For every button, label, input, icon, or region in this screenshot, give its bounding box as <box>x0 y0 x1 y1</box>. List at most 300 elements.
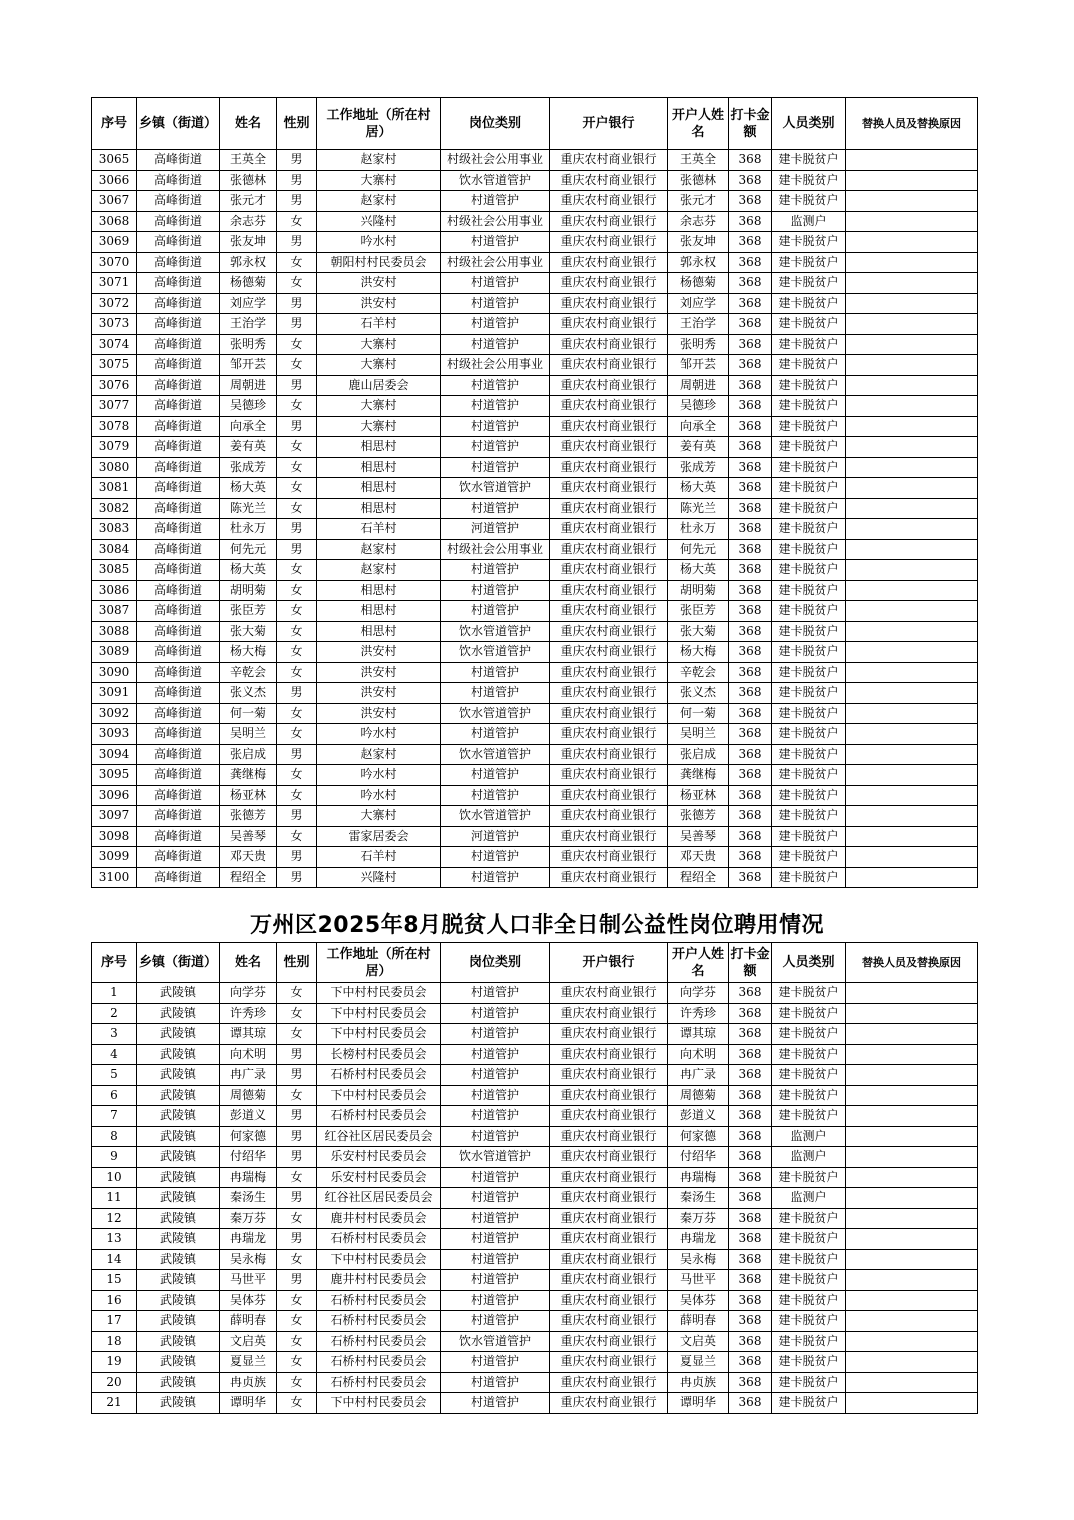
table-cell: 3070 <box>92 252 137 273</box>
table-cell: 高峰街道 <box>137 314 220 335</box>
table-cell: 重庆农村商业银行 <box>550 334 668 355</box>
table-cell: 重庆农村商业银行 <box>550 457 668 478</box>
table-cell: 重庆农村商业银行 <box>550 867 668 888</box>
table-cell: 368 <box>729 273 772 294</box>
table-row <box>92 1188 978 1209</box>
table-cell: 建卡脱贫户 <box>772 478 846 499</box>
table-cell: 洪安村 <box>317 642 441 663</box>
table-cell: 重庆农村商业银行 <box>550 1208 668 1229</box>
table-cell <box>846 396 978 417</box>
table-cell: 陈光兰 <box>220 498 277 519</box>
table-row <box>92 150 978 171</box>
table-cell: 洪安村 <box>317 662 441 683</box>
table-cell: 吴永梅 <box>220 1249 277 1270</box>
table-cell: 368 <box>729 560 772 581</box>
col-header: 性别 <box>277 98 317 150</box>
table-cell: 368 <box>729 334 772 355</box>
table-cell <box>846 867 978 888</box>
table-cell: 368 <box>729 211 772 232</box>
table-cell: 3090 <box>92 662 137 683</box>
table-cell: 村级社会公用事业 <box>441 252 550 273</box>
table-cell: 文启英 <box>220 1331 277 1352</box>
table-cell: 秦汤生 <box>220 1188 277 1209</box>
table-cell: 女 <box>277 765 317 786</box>
section-title: 万州区2025年8月脱贫人口非全日制公益性岗位聘用情况 <box>249 913 825 938</box>
table-cell: 女 <box>277 703 317 724</box>
table-row <box>92 293 978 314</box>
table-cell: 建卡脱贫户 <box>772 1065 846 1086</box>
table-cell: 村道管护 <box>441 1024 550 1045</box>
table-cell: 重庆农村商业银行 <box>550 785 668 806</box>
table-cell: 石羊村 <box>317 519 441 540</box>
table-cell: 饮水管道管护 <box>441 703 550 724</box>
table-cell: 男 <box>277 232 317 253</box>
table-cell: 6 <box>92 1085 137 1106</box>
table-cell: 张启成 <box>668 744 729 765</box>
table-cell: 重庆农村商业银行 <box>550 621 668 642</box>
table-cell: 下中村村民委员会 <box>317 1003 441 1024</box>
table-cell: 武陵镇 <box>137 1393 220 1414</box>
table-cell: 何先元 <box>220 539 277 560</box>
table-cell: 重庆农村商业银行 <box>550 416 668 437</box>
table-cell: 3067 <box>92 191 137 212</box>
table-cell: 3079 <box>92 437 137 458</box>
table-cell: 建卡脱贫户 <box>772 765 846 786</box>
table-cell: 368 <box>729 1024 772 1045</box>
table-cell: 女 <box>277 1249 317 1270</box>
table-cell: 368 <box>729 478 772 499</box>
table-cell: 武陵镇 <box>137 1249 220 1270</box>
table-cell: 冉贞族 <box>220 1372 277 1393</box>
table-cell: 薛明春 <box>220 1311 277 1332</box>
table-cell: 村道管护 <box>441 983 550 1004</box>
table-row <box>92 662 978 683</box>
table-cell: 18 <box>92 1331 137 1352</box>
table-cell: 8 <box>92 1126 137 1147</box>
table-cell: 3069 <box>92 232 137 253</box>
table-cell: 368 <box>729 1372 772 1393</box>
table-cell: 石桥村村民委员会 <box>317 1352 441 1373</box>
table-cell: 村道管护 <box>441 847 550 868</box>
table-cell: 相思村 <box>317 601 441 622</box>
table-cell: 3073 <box>92 314 137 335</box>
table-row <box>92 232 978 253</box>
table-cell: 河道管护 <box>441 519 550 540</box>
table-cell: 3080 <box>92 457 137 478</box>
table-cell: 村道管护 <box>441 1352 550 1373</box>
table-cell: 高峰街道 <box>137 416 220 437</box>
table-cell: 村道管护 <box>441 867 550 888</box>
table-cell: 3076 <box>92 375 137 396</box>
table-cell: 3091 <box>92 683 137 704</box>
table-cell: 建卡脱贫户 <box>772 1229 846 1250</box>
table-cell: 杨大英 <box>668 478 729 499</box>
table-cell: 7 <box>92 1106 137 1127</box>
table-cell <box>846 191 978 212</box>
table-cell: 村道管护 <box>441 724 550 745</box>
table-cell <box>846 1147 978 1168</box>
table-cell: 建卡脱贫户 <box>772 1044 846 1065</box>
table-cell: 男 <box>277 683 317 704</box>
table-row <box>92 1106 978 1127</box>
table-cell <box>846 457 978 478</box>
table-row <box>92 211 978 232</box>
table-cell: 向术明 <box>668 1044 729 1065</box>
table-cell: 重庆农村商业银行 <box>550 314 668 335</box>
table-cell: 张大菊 <box>668 621 729 642</box>
table-cell: 女 <box>277 498 317 519</box>
table-cell: 男 <box>277 293 317 314</box>
table-cell: 男 <box>277 806 317 827</box>
table-cell: 3074 <box>92 334 137 355</box>
table-cell: 男 <box>277 519 317 540</box>
table-cell: 洪安村 <box>317 293 441 314</box>
table-cell: 重庆农村商业银行 <box>550 1085 668 1106</box>
table-cell <box>846 1106 978 1127</box>
table-cell <box>846 1372 978 1393</box>
table-cell: 建卡脱贫户 <box>772 150 846 171</box>
table-cell: 石羊村 <box>317 847 441 868</box>
table-cell: 重庆农村商业银行 <box>550 355 668 376</box>
table-cell: 女 <box>277 211 317 232</box>
table-row <box>92 621 978 642</box>
table-row <box>92 396 978 417</box>
table-cell: 建卡脱贫户 <box>772 580 846 601</box>
table-cell: 368 <box>729 621 772 642</box>
table-cell <box>846 560 978 581</box>
table-cell: 村道管护 <box>441 683 550 704</box>
table-cell: 下中村村民委员会 <box>317 983 441 1004</box>
table-cell: 村道管护 <box>441 1044 550 1065</box>
table-cell: 监测户 <box>772 1126 846 1147</box>
table-cell: 368 <box>729 498 772 519</box>
table-cell: 建卡脱贫户 <box>772 1249 846 1270</box>
table-cell: 邓天贵 <box>668 847 729 868</box>
table-row <box>92 765 978 786</box>
table-cell: 男 <box>277 539 317 560</box>
table-row <box>92 1393 978 1414</box>
table-cell: 王英全 <box>220 150 277 171</box>
col-header: 乡镇（街道） <box>137 943 220 983</box>
table-cell: 建卡脱贫户 <box>772 1003 846 1024</box>
table-row <box>92 1147 978 1168</box>
table-cell: 夏显兰 <box>220 1352 277 1373</box>
table-cell: 村道管护 <box>441 1290 550 1311</box>
table-cell: 男 <box>277 744 317 765</box>
table-cell: 相思村 <box>317 580 441 601</box>
col-header: 开户人姓名 <box>668 98 729 150</box>
col-header: 岗位类别 <box>441 943 550 983</box>
table-cell: 张义杰 <box>220 683 277 704</box>
table-cell: 男 <box>277 1126 317 1147</box>
table-cell: 高峰街道 <box>137 273 220 294</box>
table-cell: 乐安村村民委员会 <box>317 1147 441 1168</box>
table-cell: 赵家村 <box>317 191 441 212</box>
table-cell: 368 <box>729 806 772 827</box>
table-cell: 鹿井村村民委员会 <box>317 1208 441 1229</box>
table-cell: 杨大英 <box>668 560 729 581</box>
table-cell: 张成芳 <box>220 457 277 478</box>
table-cell: 建卡脱贫户 <box>772 601 846 622</box>
table-cell: 高峰街道 <box>137 375 220 396</box>
table-cell: 石桥村村民委员会 <box>317 1331 441 1352</box>
table-row <box>92 457 978 478</box>
table-cell: 石桥村村民委员会 <box>317 1290 441 1311</box>
table-cell: 饮水管道管护 <box>441 1147 550 1168</box>
table-cell <box>846 293 978 314</box>
table-cell <box>846 252 978 273</box>
col-header: 开户银行 <box>550 943 668 983</box>
table-cell: 向学芬 <box>668 983 729 1004</box>
table-cell: 男 <box>277 375 317 396</box>
table-cell: 杜永万 <box>220 519 277 540</box>
table-cell: 下中村村民委员会 <box>317 1085 441 1106</box>
table-cell: 重庆农村商业银行 <box>550 478 668 499</box>
table-cell: 368 <box>729 314 772 335</box>
table-cell: 谭明华 <box>668 1393 729 1414</box>
table-cell: 高峰街道 <box>137 293 220 314</box>
table-cell: 3097 <box>92 806 137 827</box>
table-cell: 3094 <box>92 744 137 765</box>
table-cell: 村级社会公用事业 <box>441 355 550 376</box>
table-cell: 重庆农村商业银行 <box>550 1270 668 1291</box>
table-cell: 368 <box>729 150 772 171</box>
col-header: 序号 <box>92 98 137 150</box>
table-cell: 建卡脱贫户 <box>772 1290 846 1311</box>
table-cell: 石桥村村民委员会 <box>317 1065 441 1086</box>
table-cell: 12 <box>92 1208 137 1229</box>
table-cell: 高峰街道 <box>137 191 220 212</box>
table-cell: 村道管护 <box>441 662 550 683</box>
table-cell: 建卡脱贫户 <box>772 519 846 540</box>
table-row <box>92 601 978 622</box>
table-cell: 村道管护 <box>441 232 550 253</box>
table-cell <box>846 601 978 622</box>
table-cell: 建卡脱贫户 <box>772 293 846 314</box>
table-cell: 龚继梅 <box>220 765 277 786</box>
table-cell: 女 <box>277 983 317 1004</box>
table-cell: 监测户 <box>772 1147 846 1168</box>
table-row <box>92 1331 978 1352</box>
table-cell: 高峰街道 <box>137 457 220 478</box>
table-cell: 368 <box>729 983 772 1004</box>
table-cell: 3078 <box>92 416 137 437</box>
table-cell: 武陵镇 <box>137 1106 220 1127</box>
table-row <box>92 1229 978 1250</box>
table-cell: 368 <box>729 580 772 601</box>
table-bottom <box>91 942 978 1414</box>
table-cell <box>846 847 978 868</box>
table-cell: 重庆农村商业银行 <box>550 1147 668 1168</box>
table-cell: 村道管护 <box>441 1208 550 1229</box>
table-row <box>92 1372 978 1393</box>
table-cell: 重庆农村商业银行 <box>550 211 668 232</box>
table-cell: 大寨村 <box>317 416 441 437</box>
table-cell: 村道管护 <box>441 1249 550 1270</box>
table-cell: 368 <box>729 355 772 376</box>
table-row <box>92 498 978 519</box>
table-row <box>92 519 978 540</box>
table-cell: 368 <box>729 703 772 724</box>
table-cell: 马世平 <box>220 1270 277 1291</box>
table-cell: 3066 <box>92 170 137 191</box>
table-cell: 高峰街道 <box>137 703 220 724</box>
table-cell <box>846 642 978 663</box>
table-cell: 368 <box>729 765 772 786</box>
table-cell <box>846 334 978 355</box>
table-cell: 张成芳 <box>668 457 729 478</box>
table-cell: 刘应学 <box>668 293 729 314</box>
table-cell: 大寨村 <box>317 334 441 355</box>
table-cell: 杜永万 <box>668 519 729 540</box>
table-cell: 368 <box>729 826 772 847</box>
table-cell: 马世平 <box>668 1270 729 1291</box>
table-cell: 秦万芬 <box>668 1208 729 1229</box>
table-row <box>92 785 978 806</box>
table-cell: 王英全 <box>668 150 729 171</box>
table-row <box>92 1290 978 1311</box>
table-row <box>92 437 978 458</box>
table-cell: 下中村村民委员会 <box>317 1024 441 1045</box>
table-cell: 余志芬 <box>220 211 277 232</box>
table-cell: 高峰街道 <box>137 211 220 232</box>
table-cell: 杨大英 <box>220 560 277 581</box>
table-cell: 重庆农村商业银行 <box>550 1311 668 1332</box>
table-cell: 秦万芬 <box>220 1208 277 1229</box>
table-cell: 女 <box>277 724 317 745</box>
table-cell: 许秀珍 <box>220 1003 277 1024</box>
table-cell: 男 <box>277 1270 317 1291</box>
table-cell: 何家德 <box>668 1126 729 1147</box>
table-cell: 饮水管道管护 <box>441 170 550 191</box>
table-cell: 冉贞族 <box>668 1372 729 1393</box>
table-cell: 368 <box>729 170 772 191</box>
table-cell: 16 <box>92 1290 137 1311</box>
table-cell: 河道管护 <box>441 826 550 847</box>
table-cell: 监测户 <box>772 211 846 232</box>
table-cell <box>846 826 978 847</box>
table-cell <box>846 170 978 191</box>
col-header: 工作地址（所在村居） <box>317 98 441 150</box>
table-cell: 武陵镇 <box>137 1311 220 1332</box>
table-row <box>92 867 978 888</box>
table-cell: 男 <box>277 867 317 888</box>
table-cell <box>846 211 978 232</box>
table-cell <box>846 1229 978 1250</box>
table-cell: 女 <box>277 560 317 581</box>
table-cell: 9 <box>92 1147 137 1168</box>
table-cell: 村道管护 <box>441 375 550 396</box>
table-cell: 张明秀 <box>668 334 729 355</box>
table-cell: 胡明菊 <box>668 580 729 601</box>
table-cell: 重庆农村商业银行 <box>550 703 668 724</box>
table-cell: 赵家村 <box>317 150 441 171</box>
table-cell: 重庆农村商业银行 <box>550 1229 668 1250</box>
table-cell: 368 <box>729 1331 772 1352</box>
table-cell: 重庆农村商业银行 <box>550 847 668 868</box>
table-cell: 村道管护 <box>441 1188 550 1209</box>
table-cell: 姜有英 <box>220 437 277 458</box>
table-cell: 高峰街道 <box>137 437 220 458</box>
table-cell: 张臣芳 <box>668 601 729 622</box>
table-row <box>92 334 978 355</box>
table-row <box>92 375 978 396</box>
table-cell: 杨亚林 <box>668 785 729 806</box>
table-cell: 村道管护 <box>441 1065 550 1086</box>
table-cell: 村道管护 <box>441 1085 550 1106</box>
table-cell: 张元才 <box>220 191 277 212</box>
table-cell: 女 <box>277 457 317 478</box>
table-cell: 高峰街道 <box>137 252 220 273</box>
table-cell: 郭永权 <box>220 252 277 273</box>
table-cell: 女 <box>277 1003 317 1024</box>
table-cell <box>846 478 978 499</box>
table-cell: 村道管护 <box>441 416 550 437</box>
table-row <box>92 1003 978 1024</box>
table-cell: 男 <box>277 847 317 868</box>
table-cell: 建卡脱贫户 <box>772 806 846 827</box>
table-cell: 向承全 <box>668 416 729 437</box>
table-cell: 重庆农村商业银行 <box>550 580 668 601</box>
table-cell <box>846 519 978 540</box>
table-cell: 男 <box>277 170 317 191</box>
table-cell: 洪安村 <box>317 683 441 704</box>
table-cell: 建卡脱贫户 <box>772 1352 846 1373</box>
table-cell: 女 <box>277 1372 317 1393</box>
table-cell: 村道管护 <box>441 1229 550 1250</box>
table-cell: 368 <box>729 1147 772 1168</box>
table-cell <box>846 437 978 458</box>
table-cell: 程绍全 <box>668 867 729 888</box>
table-cell: 村道管护 <box>441 437 550 458</box>
table-cell: 368 <box>729 601 772 622</box>
table-cell: 村道管护 <box>441 1270 550 1291</box>
table-cell: 杨德菊 <box>668 273 729 294</box>
table-cell <box>846 1331 978 1352</box>
table-cell: 辛乾会 <box>220 662 277 683</box>
table-cell: 女 <box>277 1331 317 1352</box>
table-cell: 建卡脱贫户 <box>772 785 846 806</box>
table-cell <box>846 1003 978 1024</box>
table-cell: 红谷社区居民委员会 <box>317 1126 441 1147</box>
table-cell: 368 <box>729 1249 772 1270</box>
table-cell <box>846 703 978 724</box>
table-cell: 368 <box>729 1229 772 1250</box>
table-cell: 3096 <box>92 785 137 806</box>
table-cell: 村道管护 <box>441 1311 550 1332</box>
table-cell: 郭永权 <box>668 252 729 273</box>
table-cell: 吴善琴 <box>668 826 729 847</box>
table-row <box>92 273 978 294</box>
table-cell: 重庆农村商业银行 <box>550 437 668 458</box>
table-cell: 3093 <box>92 724 137 745</box>
table-cell: 长榜村村民委员会 <box>317 1044 441 1065</box>
table-cell: 重庆农村商业银行 <box>550 642 668 663</box>
table-cell: 重庆农村商业银行 <box>550 1126 668 1147</box>
table-row <box>92 1085 978 1106</box>
table-cell: 辛乾会 <box>668 662 729 683</box>
table-cell <box>846 1024 978 1045</box>
table-cell: 重庆农村商业银行 <box>550 273 668 294</box>
table-cell: 村道管护 <box>441 785 550 806</box>
table-cell: 杨大英 <box>220 478 277 499</box>
table-cell: 建卡脱贫户 <box>772 334 846 355</box>
table-cell: 建卡脱贫户 <box>772 1393 846 1414</box>
table-cell: 17 <box>92 1311 137 1332</box>
table-cell: 冉瑞梅 <box>668 1167 729 1188</box>
table-top <box>91 97 978 888</box>
table-cell: 3071 <box>92 273 137 294</box>
